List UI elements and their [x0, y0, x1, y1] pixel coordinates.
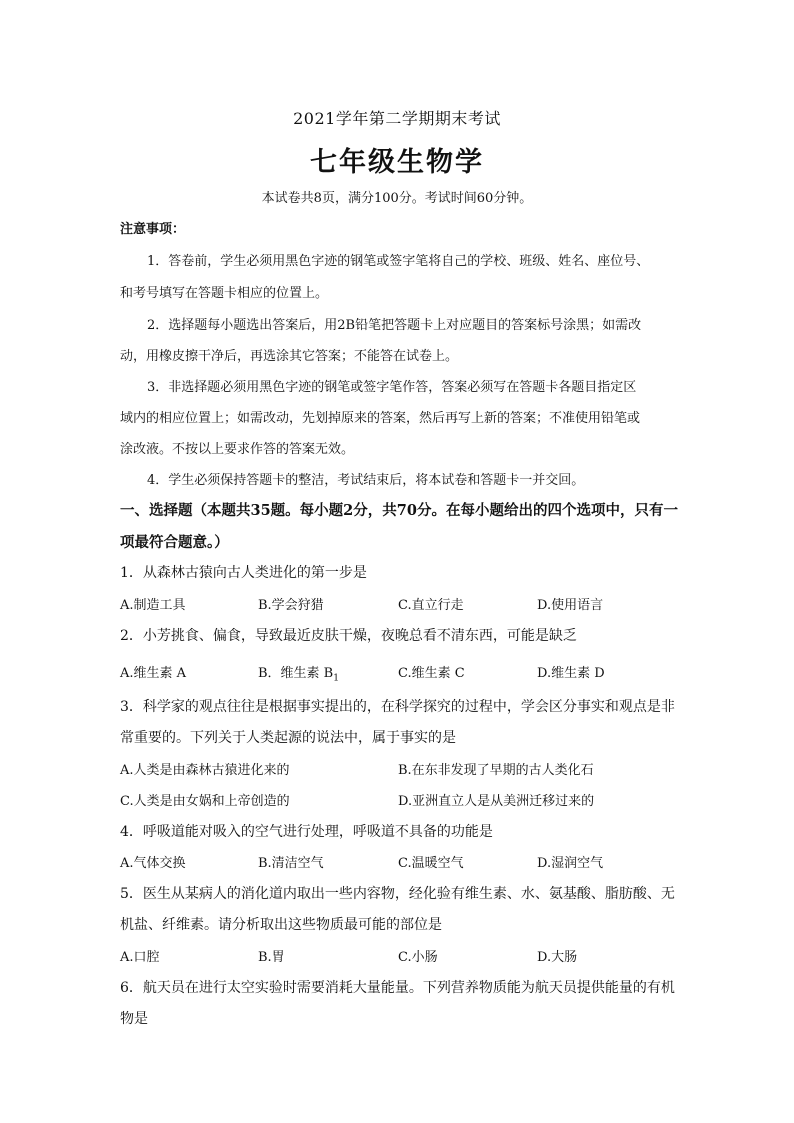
note-3-line-2: 域内的相应位置上；如需改动，先划掉原来的答案，然后再写上新的答案；不准使用铅笔或 — [120, 411, 641, 426]
question-1-option-a: A.制造工具 — [120, 598, 186, 613]
note-2-line-2: 动，用橡皮擦干净后，再选涂其它答案；不能答在试卷上。 — [120, 349, 459, 364]
question-4-option-b: B.清洁空气 — [258, 856, 324, 871]
question-4-option-a: A.气体交换 — [120, 856, 186, 871]
question-1-stem: 1．从森林古猿向古人类进化的第一步是 — [120, 565, 367, 581]
note-1-line-2: 和考号填写在答题卡相应的位置上。 — [120, 286, 329, 301]
question-5-option-d: D.大肠 — [537, 950, 578, 965]
exam-info: 本试卷共8页，满分100分。考试时间60分钟。 — [261, 191, 533, 206]
question-3-option-d: D.亚洲直立人是从美洲迁移过来的 — [398, 794, 595, 809]
note-1-line-1: 1．答卷前，学生必须用黑色字迹的钢笔或签字笔将自己的学校、班级、姓名、座位号、 — [147, 254, 650, 269]
question-5-stem-line-2: 机盐、纤维素。请分析取出这些物质最可能的部位是 — [120, 917, 442, 933]
question-1-option-b: B.学会狩猎 — [258, 598, 324, 613]
question-1-option-d: D.使用语言 — [537, 598, 604, 613]
note-3-line-1: 3．非选择题必须用黑色字迹的钢笔或签字笔作答，答案必须写在答题卡各题目指定区 — [147, 380, 637, 395]
question-2-option-b — [258, 662, 339, 684]
question-5-option-b: B.胃 — [258, 950, 285, 965]
section-1-heading-line-2: 项最符合题意。） — [120, 534, 229, 551]
question-6-stem-line-2: 物是 — [120, 1011, 148, 1027]
question-5-option-a: A.口腔 — [120, 950, 160, 965]
question-3-option-b: B.在东非发现了早期的古人类化石 — [398, 763, 594, 778]
subject-title: 七年级生物学 — [310, 147, 484, 178]
question-3-stem-line-2: 常重要的。下列关于人类起源的说法中，属于事实的是 — [120, 730, 456, 746]
question-2-option-c: C.维生素 C — [398, 666, 465, 681]
question-6-stem-line-1: 6．航天员在进行太空实验时需要消耗大量能量。下列营养物质能为航天员提供能量的有机 — [120, 980, 675, 996]
question-3-stem-line-1: 3．科学家的观点往往是根据事实提出的，在科学探究的过程中，学会区分事实和观点是非 — [120, 699, 675, 715]
notes-heading: 注意事项： — [120, 222, 186, 237]
note-2-line-1: 2．选择题每小题选出答案后，用2B铅笔把答题卡上对应题目的答案标号涂黑；如需改 — [147, 318, 642, 333]
question-4-stem: 4．呼吸道能对吸入的空气进行处理，呼吸道不具备的功能是 — [120, 824, 493, 840]
question-2-option-d: D.维生素 D — [537, 666, 605, 681]
question-2-option-b-text: B．维生素 B — [258, 666, 334, 681]
question-3-option-c: C.人类是由女娲和上帝创造的 — [120, 794, 290, 809]
exam-title: 2021学年第二学期期末考试 — [293, 109, 501, 128]
question-1-option-c: C.直立行走 — [398, 598, 464, 613]
section-1-heading-line-1: 一、选择题（本题共35题。每小题2分，共70分。在每小题给出的四个选项中，只有一 — [120, 502, 678, 519]
note-4: 4．学生必须保持答题卡的整洁，考试结束后，将本试卷和答题卡一并交回。 — [147, 473, 585, 488]
note-3-line-3: 涂改液。不按以上要求作答的答案无效。 — [120, 442, 355, 457]
question-4-option-c: C.温暖空气 — [398, 856, 464, 871]
question-2-option-b-subscript: 1 — [333, 673, 339, 684]
question-4-option-d: D.湿润空气 — [537, 856, 604, 871]
question-2-stem: 2．小芳挑食、偏食，导致最近皮肤干燥，夜晚总看不清东西，可能是缺乏 — [120, 628, 577, 644]
question-5-option-c: C.小肠 — [398, 950, 438, 965]
question-3-option-a: A.人类是由森林古猿进化来的 — [120, 763, 290, 778]
question-2-option-a: A.维生素 A — [120, 666, 187, 681]
question-5-stem-line-1: 5．医生从某病人的消化道内取出一些内容物，经化验有维生素、水、氨基酸、脂肪酸、无 — [120, 886, 675, 902]
